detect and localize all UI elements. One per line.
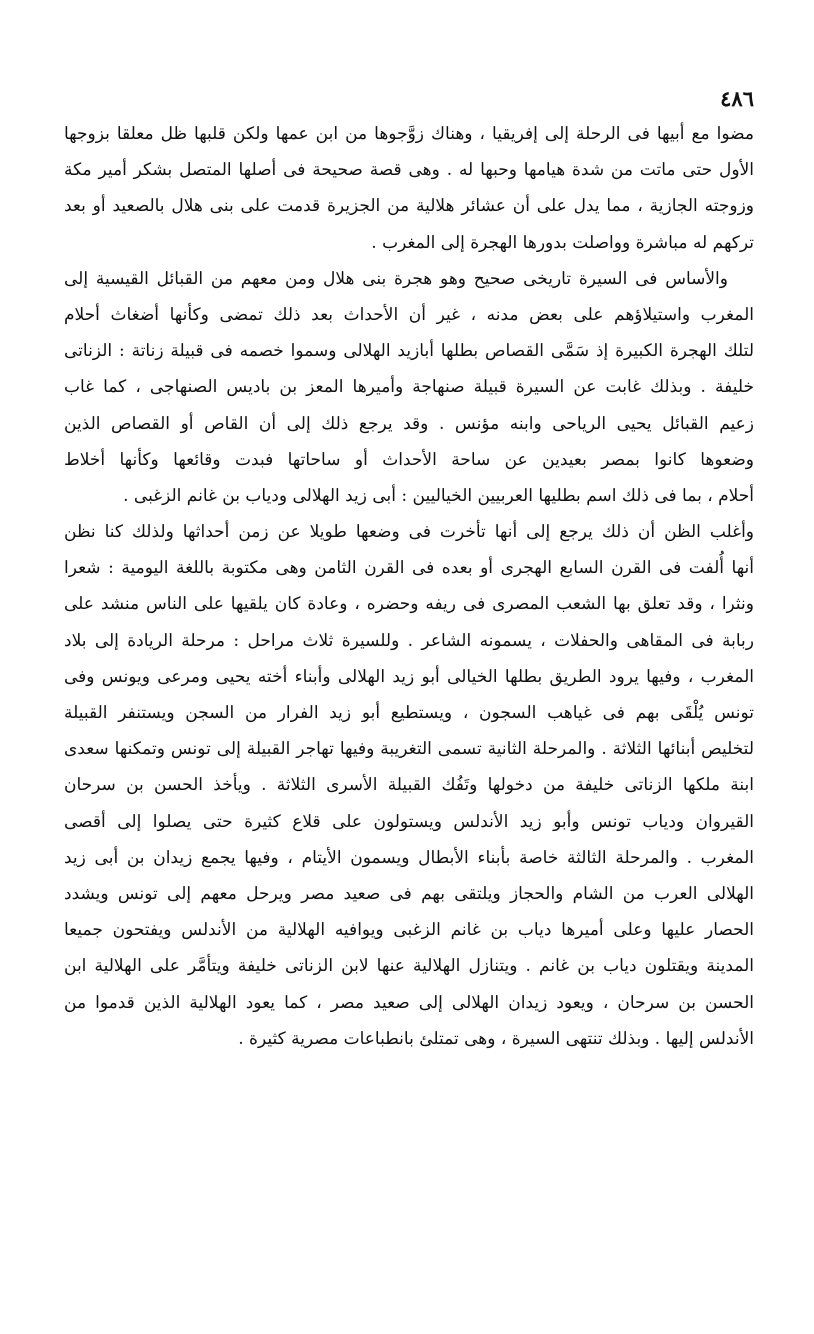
text-line: وضعوها كانوا بمصر بعيدين عن ساحة الأحداث أو ساحاتها فبدت وقائعها وكأنها أخلاط — [64, 449, 754, 470]
text-line: لتخليص أبنائها الثلاثة . والمرحلة الثانية تسمى التغريبة وفيها تهاجر القبيلة إلى تونس وتمكنها سعدى — [64, 739, 754, 760]
text-line: ابنة ملكها الزناتى خليفة من دخولها وتَفُك القبيلة الأسرى الثلاثة . ويأخذ الحسن بن سرحان — [64, 775, 754, 796]
text-line: المغرب واستيلاؤهم على بعض مدنه ، غير أن الأحداث بعد ذلك تمضى وكأنها أضغاث أحلام — [64, 304, 754, 325]
text-line: ربابة فى المقاهى والحفلات ، يسمونه الشاعر . وللسيرة ثلاث مراحل : مرحلة الريادة إلى بلاد — [64, 630, 754, 651]
text-line: أحلام ، بما فى ذلك اسم بطليها العربيين الخياليين : أبى زيد الهلالى ودياب بن غانم الزغبى . — [123, 485, 754, 506]
page-number: ٤٨٦ — [720, 86, 754, 111]
text-line: الأندلس إليها . وبذلك تنتهى السيرة ، وهى تمتلئ بانطباعات مصرية كثيرة . — [238, 1028, 754, 1049]
paragraph — [64, 261, 754, 514]
text-line: المغرب . والمرحلة الثالثة خاصة بأبناء الأبطال ويسمون الأيتام ، وفيها يجمع زيدان بن أبى زيد — [64, 847, 754, 868]
text-line: وزوجته الجازية ، مما يدل على أن عشائر هلالية من الجزيرة قدمت على بنى هلال بالصعيد أو بعد — [64, 196, 754, 217]
text-line: تركهم له مباشرة وواصلت بدورها الهجرة إلى المغرب . — [371, 232, 754, 253]
text-line: المغرب ، وفيها يرود الطريق بطلها الخيالى أبو زيد الهلالى وأبناء أخته يحيى ومرعى ويونس وفى — [64, 666, 754, 687]
body-text — [64, 116, 754, 1057]
text-line: والأساس فى السيرة تاريخى صحيح وهو هجرة بنى هلال ومن معهم من القبائل القيسية إلى — [64, 268, 728, 289]
text-line: الهلالى العرب من الشام والحجاز ويلتقى بهم فى صعيد مصر ويرحل معهم إلى تونس ويشدد — [64, 883, 754, 904]
paragraph — [64, 116, 754, 261]
text-line: لتلك الهجرة الكبيرة إذ سَمَّى القصاص بطلها أبازيد الهلالى وسموا خصمه فى قبيلة زناتة : الزناتى — [64, 341, 754, 362]
text-line: مضوا مع أبيها فى الرحلة إلى إفريقيا ، وهناك زوَّجوها من ابن عمها ولكن قلبها ظل معلقا بزوجها — [64, 124, 754, 144]
text-line: الحصار عليها وعلى أميرها دياب بن غانم الزغبى ويوافيه الهلالية من الأندلس ويفتحون جميعا — [64, 920, 754, 941]
text-line: ونثرا ، وقد تعلق بها الشعب المصرى فى ريفه وحضره ، وعادة كان يلقيها على الناس منشد على — [64, 594, 754, 615]
text-line: خليفة . وبذلك غابت عن السيرة قبيلة صنهاجة وأميرها المعز بن باديس الصنهاجى ، كما غاب — [64, 377, 754, 398]
text-line: الأول حتى ماتت من شدة هيامها وحبها له . وهى قصة صحيحة فى أصلها المتصل بشكر أمير مكة — [64, 160, 754, 181]
text-line: أنها أُلفت فى القرن السابع الهجرى أو بعده فى القرن الثامن وهى مكتوبة باللغة اليومية : شعرا — [64, 558, 754, 579]
paragraph — [64, 514, 754, 1057]
text-line: الحسن بن سرحان ، ويعود زيدان الهلالى إلى صعيد مصر ، كما يعود الهلالية الذين قدموا من — [64, 992, 754, 1013]
text-line: زعيم القبائل يحيى الرياحى وابنه مؤنس . وقد يرجع ذلك إلى أن القاص أو القصاص الذين — [64, 413, 754, 434]
text-line: القيروان ودياب تونس وأبو زيد الأندلس ويستولون على قلاع كثيرة حتى يصلوا إلى أقصى — [64, 811, 754, 832]
text-line: تونس يُلْقَى بهم فى غياهب السجون ، ويستطيع أبو زيد الفرار من السجن ويستنفر القبيلة — [64, 703, 754, 723]
text-line: المدينة ويقتلون دياب بن غانم . ويتنازل الهلالية عنها لابن الزناتى خليفة ويتأمَّر على الهلالية ابن — [64, 956, 754, 977]
text-line: وأغلب الظن أن ذلك يرجع إلى أنها تأخرت فى وضعها طويلا عن زمن أحداثها ولذلك كنا نظن — [64, 522, 754, 543]
